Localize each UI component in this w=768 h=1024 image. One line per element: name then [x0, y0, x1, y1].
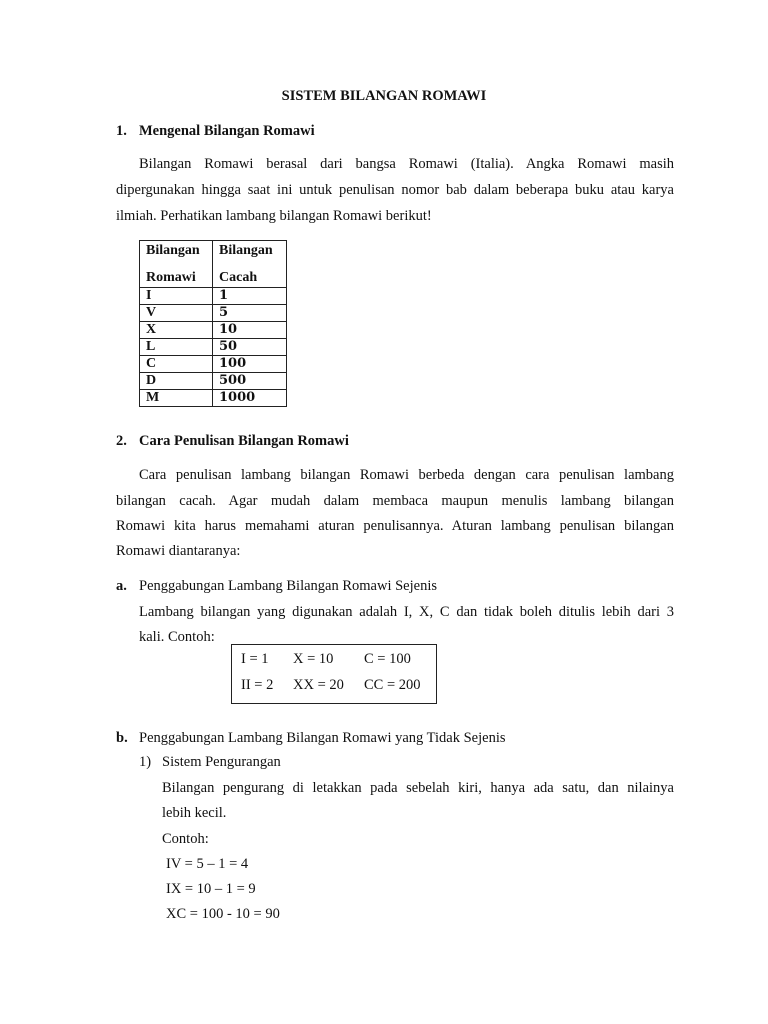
section-2-paragraph-line-1: Cara penulisan lambang bilangan Romawi berbeda dengan cara penulisan lambang	[139, 467, 674, 483]
example-item: II = 2	[241, 677, 274, 693]
section-2-paragraph-line-3: Romawi kita harus memahami aturan penulisannya. Aturan lambang penulisan bilangan	[116, 518, 674, 534]
subsection-a-line-1: Lambang bilangan yang digunakan adalah I, X, C dan tidak boleh ditulis lebih dari 3	[139, 604, 674, 620]
table-header-cacah: Bilangan Cacah	[213, 241, 287, 288]
subsection-b1-contoh: Contoh:	[162, 831, 209, 847]
section-2-paragraph-line-4: Romawi diantaranya:	[116, 543, 241, 559]
subsection-b1-marker: 1)	[139, 754, 152, 770]
subtraction-example: IV = 5 – 1 = 4	[166, 856, 249, 872]
example-item: I = 1	[241, 651, 269, 667]
section-2-paragraph-line-2: bilangan cacah. Agar mudah dalam membaca maupun menulis lambang bilangan	[116, 493, 674, 509]
table-row: I 1	[140, 288, 287, 305]
example-box	[231, 644, 437, 704]
table-row: V 5	[140, 305, 287, 322]
document-title: SISTEM BILANGAN ROMAWI	[281, 88, 487, 104]
table-header-row	[140, 241, 287, 288]
section-2-heading: Cara Penulisan Bilangan Romawi	[139, 433, 349, 449]
subsection-b1-line-1: Bilangan pengurang di letakkan pada sebelah kiri, hanya ada satu, dan nilainya	[162, 780, 674, 796]
subsection-a-marker: a.	[116, 578, 127, 594]
subsection-a-heading: Penggabungan Lambang Bilangan Romawi Sejenis	[139, 578, 438, 594]
subsection-a-line-2: kali. Contoh:	[139, 629, 215, 645]
table-row: C 100	[140, 356, 287, 373]
roman-numeral-table	[139, 240, 287, 407]
section-1-paragraph-line-1: Bilangan Romawi berasal dari bangsa Romawi (Italia). Angka Romawi masih	[139, 156, 674, 172]
example-item: XX = 20	[293, 677, 344, 693]
subtraction-example: XC = 100 - 10 = 90	[166, 906, 280, 922]
subtraction-example: IX = 10 – 1 = 9	[166, 881, 256, 897]
section-1-paragraph-line-2: dipergunakan hingga saat ini untuk penulisan nomor bab dalam beberapa buku atau karya	[116, 182, 674, 198]
section-2-number: 2.	[116, 433, 127, 449]
table-row: D 500	[140, 373, 287, 390]
table-row: X 10	[140, 322, 287, 339]
section-1-heading: Mengenal Bilangan Romawi	[139, 123, 315, 139]
section-1-paragraph-line-3: ilmiah. Perhatikan lambang bilangan Romawi berikut!	[116, 208, 432, 224]
example-item: CC = 200	[364, 677, 421, 693]
table-row: M 1000	[140, 390, 287, 407]
example-item: C = 100	[364, 651, 411, 667]
subsection-b-marker: b.	[116, 730, 128, 746]
subsection-b1-heading: Sistem Pengurangan	[162, 754, 281, 770]
subsection-b1-line-2: lebih kecil.	[162, 805, 227, 821]
section-1-number: 1.	[116, 123, 127, 139]
subsection-b-heading: Penggabungan Lambang Bilangan Romawi yang Tidak Sejenis	[139, 730, 506, 746]
table-row: L 50	[140, 339, 287, 356]
example-item: X = 10	[293, 651, 334, 667]
table-header-roman: Bilangan Romawi	[140, 241, 213, 288]
